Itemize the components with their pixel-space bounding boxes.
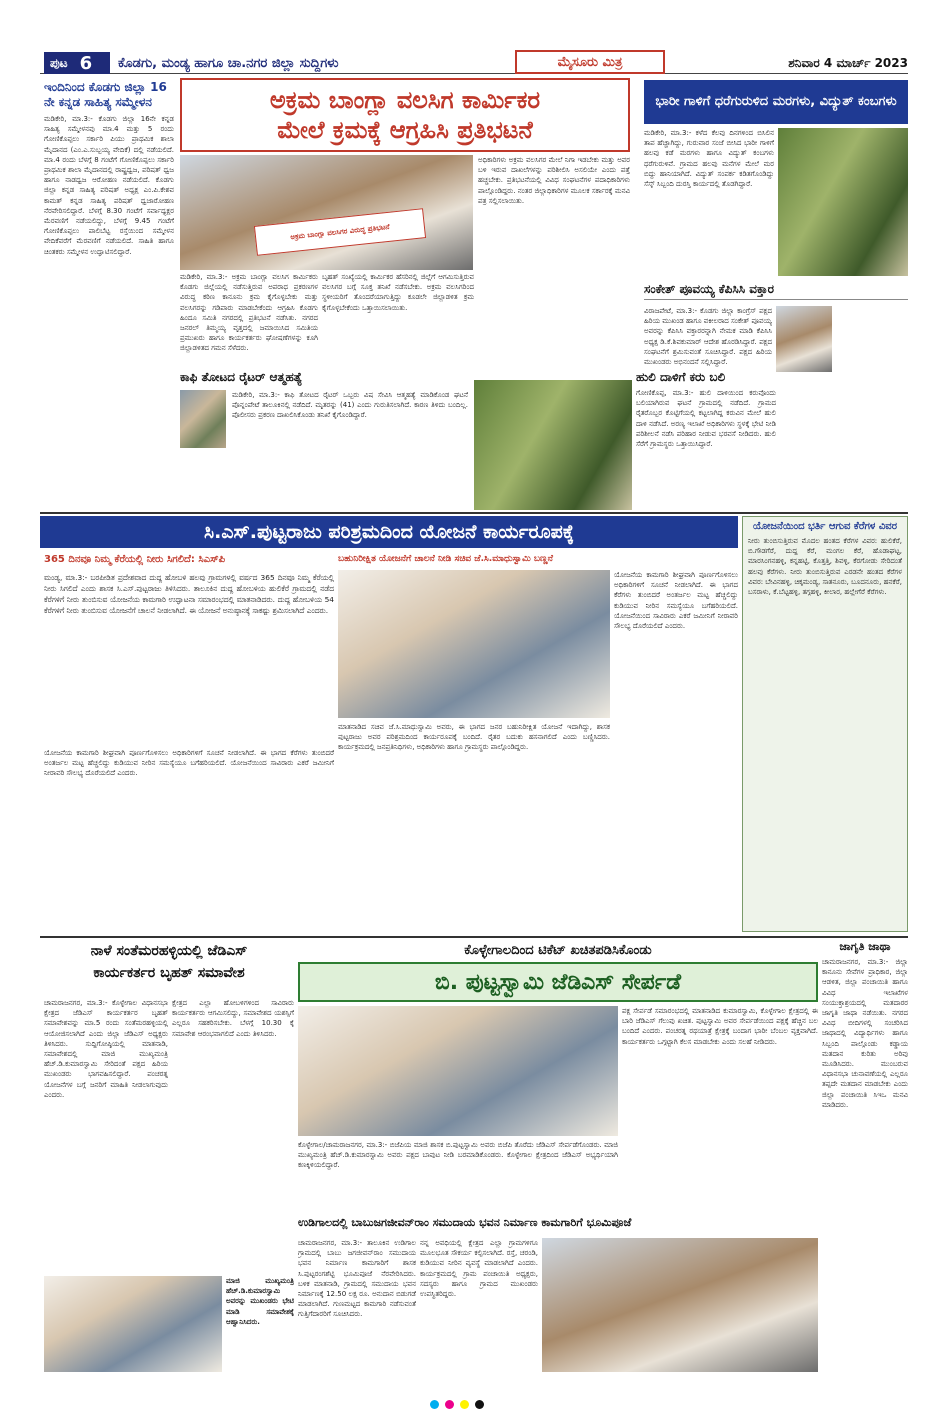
puttaswamy-headline-box	[298, 962, 818, 1002]
coffee-story	[180, 370, 470, 510]
protest-body-right: ಅಧಿಕಾರಿಗಳು ಅಕ್ರಮ ವಲಸಿಗರ ಮೇಲೆ ನಿಗಾ ಇಡಬೇಕು ಮತ್ತು ಅವರ ಬಳಿ ಇರುವ ದಾಖಲೆಗಳನ್ನು ಪರಿಶೀಲಿಸಿ ಅಸಲಿಯೇ ಎಂದು ಪತ್ತೆ ಹಚ್ಚಬೇಕು. ಪ್ರತಿಭಟನೆಯಲ್ಲಿ ವಿವಿಧ ಸಂಘಟನೆಗಳ ಪದಾಧಿಕಾರಿಗಳು ಪಾಲ್ಗೊಂಡಿದ್ದರು. ನಂತರ ಜಿಲ್ಲಾಧಿಕಾರಿಗಳ ಮೂಲಕ ಸರ್ಕಾರಕ್ಕೆ ಮನವಿ ಪತ್ರ ಸಲ್ಲಿಸಲಾಯಿತು.	[478, 156, 630, 205]
santhemara-body: ಚಾಮರಾಜನಗರ, ಮಾ.3:- ಕೊಳ್ಳೇಗಾಲ ವಿಧಾನಸಭಾ ಕ್ಷೇತ್ರದ ಜೆಡಿಎಸ್ ಕಾರ್ಯಕರ್ತರ ಬೃಹತ್ ಸಮಾವೇಶವನ್ನು ಮಾ.5 ರಂದು ಸಂತೆಮರಹಳ್ಳಿಯಲ್ಲಿ ಆಯೋಜಿಸಲಾಗಿದೆ ಎಂದು ಜಿಲ್ಲಾ ಜೆಡಿಎಸ್ ಅಧ್ಯಕ್ಷರು ತಿಳಿಸಿದರು. ಸುದ್ದಿಗೋಷ್ಠಿಯಲ್ಲಿ ಮಾತನಾಡಿ, ಸಮಾವೇಶದಲ್ಲಿ ಮಾಜಿ ಮುಖ್ಯಮಂತ್ರಿ ಹೆಚ್.ಡಿ.ಕುಮಾರಸ್ವಾಮಿ ಸೇರಿದಂತೆ ಪಕ್ಷದ ಹಿರಿಯ ಮುಖಂಡರು ಭಾಗವಹಿಸಲಿದ್ದಾರೆ. ಪಂಚರತ್ನ ಯೋಜನೆಗಳ ಬಗ್ಗೆ ಜನರಿಗೆ ಮಾಹಿತಿ ನೀಡಲಾಗುವುದು ಎಂದರು.	[44, 999, 168, 1099]
santhemara-headline-1: ನಾಳೆ ಸಂತೆಮರಹಳ್ಳಿಯಲ್ಲಿ ಜೆಡಿಎಸ್	[90, 943, 248, 959]
section-divider-2	[40, 936, 908, 938]
puttaswamy-photo	[298, 1006, 618, 1136]
santhemara-headline-box	[44, 940, 294, 994]
yellow-mark	[460, 1400, 469, 1409]
bhumipuja-photo	[542, 1238, 818, 1372]
puttaraju-sub-mid-box	[338, 550, 738, 568]
masthead: ಮೈಸೂರು ಮಿತ್ರ	[515, 50, 665, 74]
protest-body-mid: ಬೃಹತ್ ಸಂಖ್ಯೆಯಲ್ಲಿ ಕಾರ್ಮಿಕರ ಹೆಸರಿನಲ್ಲಿ ಜಿಲ್ಲೆಗೆ ಆಗಮಿಸುತ್ತಿರುವ ವಲಸಿಗರ ಬಗ್ಗೆ ಸೂಕ್ತ ತನಿಖೆ ನಡೆಸಬೇಕು. ಅಕ್ರಮ ವಲಸಿಗರಿಂದ ಸ್ಥಳೀಯರಿಗೆ ತೊಂದರೆಯಾಗುತ್ತಿದ್ದು ಕೂಡಲೇ ಜಿಲ್ಲಾಡಳಿತ ಕ್ರಮ ಕೈಗೊಳ್ಳಬೇಕೆಂದು ಒತ್ತಾಯಿಸಲಾಯಿತು.	[322, 273, 474, 312]
section-title: ಕೊಡಗು, ಮಂಡ್ಯ ಹಾಗೂ ಚಾ.ನಗರ ಜಿಲ್ಲಾ ಸುದ್ದಿಗಳು	[118, 55, 339, 71]
protest-banner	[254, 208, 426, 256]
protest-headline-box	[180, 78, 630, 152]
puttaraju-body-mid: ಮಾತನಾಡಿದ ಸಚಿವ ಜೆ.ಸಿ.ಮಾಧುಸ್ವಾಮಿ ಅವರು, ಈ ಭಾಗದ ಜನರ ಬಹುನಿರೀಕ್ಷಿತ ಯೋಜನೆ ಇದಾಗಿದ್ದು, ಶಾಸಕ ಪುಟ್ಟರಾಜು ಅವರ ಪರಿಶ್ರಮದಿಂದ ಕಾರ್ಯರೂಪಕ್ಕೆ ಬಂದಿದೆ. ರೈತರ ಬದುಕು ಹಸನಾಗಲಿದೆ ಎಂದು ಬಣ್ಣಿಸಿದರು. ಕಾರ್ಯಕ್ರಮದಲ್ಲಿ ಜನಪ್ರತಿನಿಧಿಗಳು, ಅಧಿಕಾರಿಗಳು ಹಾಗೂ ಗ್ರಾಮಸ್ಥರು ಪಾಲ್ಗೊಂಡಿದ್ದರು.	[338, 723, 610, 752]
black-mark	[475, 1400, 484, 1409]
section-divider	[40, 512, 908, 514]
puttaraju-sub-mid: ಬಹುನಿರೀಕ್ಷಿತ ಯೋಜನೆಗೆ ಚಾಲನೆ ನೀಡಿ ಸಚಿವ ಜೆ.ಸಿ.ಮಾಧುಸ್ವಾಮಿ ಬಣ್ಣನೆ	[338, 554, 554, 564]
puttaraju-sub-left: 365 ದಿನವೂ ನಿಮ್ಮ ಕೆರೆಯಲ್ಲಿ ನೀರು ಸಿಗಲಿದೆ: ಸಿಎಸ್‌ಪಿ	[44, 553, 226, 565]
coffee-headline: ಕಾಫಿ ತೋಟದ ರೈಟರ್ ಆತ್ಮಹತ್ಯೆ	[180, 370, 303, 384]
puttaswamy-body-right: ಪಕ್ಷ ಸೇರ್ಪಡೆ ಸಮಾರಂಭದಲ್ಲಿ ಮಾತನಾಡಿದ ಕುಮಾರಸ್ವಾಮಿ, ಕೊಳ್ಳೇಗಾಲ ಕ್ಷೇತ್ರದಲ್ಲಿ ಈ ಬಾರಿ ಜೆಡಿಎಸ್ ಗೆಲುವು ಖಚಿತ. ಪುಟ್ಟಸ್ವಾಮಿ ಅವರ ಸೇರ್ಪಡೆಯಿಂದ ಪಕ್ಷಕ್ಕೆ ಹೆಚ್ಚಿನ ಬಲ ಬಂದಿದೆ ಎಂದರು. ಪಂಚರತ್ನ ರಥಯಾತ್ರೆ ಕ್ಷೇತ್ರಕ್ಕೆ ಬಂದಾಗ ಭಾರೀ ಬೆಂಬಲ ವ್ಯಕ್ತವಾಗಿದೆ. ಕಾರ್ಯಕರ್ತರು ಒಗ್ಗಟ್ಟಾಗಿ ಕೆಲಸ ಮಾಡಬೇಕು ಎಂದು ಸಲಹೆ ನೀಡಿದರು.	[622, 1007, 818, 1046]
sanketh-photo	[776, 306, 832, 372]
jagruthi-headline: ಜಾಗೃತಿ ಜಾಥಾ	[839, 940, 891, 953]
trees-body: ಮಡಿಕೇರಿ, ಮಾ.3:- ಕಳೆದ ಕೆಲವು ದಿನಗಳಿಂದ ಬಿಸಿಲಿನ ತಾಪ ಹೆಚ್ಚಾಗಿದ್ದು, ಗುರುವಾರ ಸಂಜೆ ಬೀಸಿದ ಭಾರೀ ಗಾಳಿಗೆ ಹಲವು ಕಡೆ ಮರಗಳು ಹಾಗೂ ವಿದ್ಯುತ್ ಕಂಬಗಳು ಧರೆಗುರುಳಿವೆ. ಗ್ರಾಮದ ಹಲವು ಮನೆಗಳ ಮೇಲೆ ಮರ ಬಿದ್ದು ಹಾನಿಯಾಗಿದೆ. ವಿದ್ಯುತ್ ಸಂಪರ್ಕ ಕಡಿತಗೊಂಡಿದ್ದು ಸೆಸ್ಕ್ ಸಿಬ್ಬಂದಿ ದುರಸ್ತಿ ಕಾರ್ಯದಲ್ಲಿ ತೊಡಗಿದ್ದಾರೆ.	[644, 129, 774, 189]
bhumipuja-body: ಚಾಮರಾಜನಗರ, ಮಾ.3:- ತಾಲೂಕಿನ ಉಡಿಗಾಲ ಗ್ರಾಮದಲ್ಲಿ ಬಾಬು ಜಗಜೀವನ್‌ರಾಂ ಸಮುದಾಯ ಭವನ ನಿರ್ಮಾಣ ಕಾಮಗಾರಿಗೆ ಶಾಸಕ ಸಿ.ಪುಟ್ಟರಂಗಶೆಟ್ಟಿ ಭೂಮಿಪೂಜೆ ನೆರವೇರಿಸಿದರು. ಬಳಿಕ ಮಾತನಾಡಿ, ಗ್ರಾಮದಲ್ಲಿ ಸಮುದಾಯ ಭವನ ನಿರ್ಮಾಣಕ್ಕೆ 12.50 ಲಕ್ಷ ರೂ. ಅನುದಾನ ಬಿಡುಗಡೆ ಮಾಡಲಾಗಿದೆ. ಗುಣಮಟ್ಟದ ಕಾಮಗಾರಿ ನಡೆಸುವಂತೆ ಗುತ್ತಿಗೆದಾರರಿಗೆ ಸೂಚಿಸಿದರು.	[298, 1239, 416, 1319]
coffee-victim-photo	[180, 390, 226, 448]
bhumipuja-headline-box	[298, 1212, 818, 1234]
sahitya-headline: ಇಂದಿನಿಂದ ಕೊಡಗು ಜಿಲ್ಲಾ 16 ನೇ ಕನ್ನಡ ಸಾಹಿತ್ಯ ಸಮ್ಮೇಳನ	[44, 80, 167, 109]
santhemara-body-2: ಕ್ಷೇತ್ರದ ಎಲ್ಲಾ ಹೋಬಳಿಗಳಿಂದ ಸಾವಿರಾರು ಕಾರ್ಯಕರ್ತರು ಆಗಮಿಸಲಿದ್ದು, ಸಮಾವೇಶದ ಯಶಸ್ಸಿಗೆ ಎಲ್ಲರೂ ಸಹಕರಿಸಬೇಕು. ಬೆಳಗ್ಗೆ 10.30 ಕ್ಕೆ ಸಮಾವೇಶ ಆರಂಭವಾಗಲಿದೆ ಎಂದು ತಿಳಿಸಿದರು.	[172, 999, 294, 1038]
bhumipuja-headline: ಉಡಿಗಾಲದಲ್ಲಿ ಬಾಬುಜಗಜೀವನ್‌ರಾಂ ಸಮುದಾಯ ಭವನ ನಿರ್ಮಾಣ ಕಾಮಗಾರಿಗೆ ಭೂಮಿಪೂಜೆ	[298, 1216, 632, 1229]
puttaraju-photo	[338, 570, 610, 718]
cyan-mark	[430, 1400, 439, 1409]
puttaswamy-kicker: ಕೊಳ್ಳೇಗಾಲದಿಂದ ಟಿಕೆಟ್ ಖಚಿತಪಡಿಸಿಕೊಂಡು	[464, 942, 652, 958]
page-number-box	[44, 52, 110, 74]
trees-photo	[778, 128, 908, 276]
trees-headline-box	[644, 80, 908, 124]
puttaraju-headline-box	[40, 516, 738, 548]
jagruthi-body: ಚಾಮರಾಜನಗರ, ಮಾ.3:- ಜಿಲ್ಲಾ ಕಾನೂನು ಸೇವೆಗಳ ಪ್ರಾಧಿಕಾರ, ಜಿಲ್ಲಾ ಆಡಳಿತ, ಜಿಲ್ಲಾ ಪಂಚಾಯಿತಿ ಹಾಗೂ ವಿವಿಧ ಇಲಾಖೆಗಳ ಸಂಯುಕ್ತಾಶ್ರಯದಲ್ಲಿ ಮತದಾರರ ಜಾಗೃತಿ ಜಾಥಾ ನಡೆಯಿತು. ನಗರದ ವಿವಿಧ ಬೀದಿಗಳಲ್ಲಿ ಸಂಚರಿಸಿದ ಜಾಥಾದಲ್ಲಿ ವಿದ್ಯಾರ್ಥಿಗಳು ಹಾಗೂ ಸಿಬ್ಬಂದಿ ಪಾಲ್ಗೊಂಡು ಕಡ್ಡಾಯ ಮತದಾನ ಕುರಿತು ಅರಿವು ಮೂಡಿಸಿದರು. ಮುಂಬರುವ ವಿಧಾನಸಭಾ ಚುನಾವಣೆಯಲ್ಲಿ ಎಲ್ಲರೂ ತಪ್ಪದೇ ಮತದಾನ ಮಾಡಬೇಕು ಎಂದು ಜಿಲ್ಲಾ ಪಂಚಾಯಿತಿ ಸಿಇಒ ಮನವಿ ಮಾಡಿದರು.	[822, 958, 908, 1109]
santhemara-photo	[44, 1276, 222, 1372]
puttaraju-body-left-cont: ಯೋಜನೆಯ ಕಾಮಗಾರಿ ಶೀಘ್ರವಾಗಿ ಪೂರ್ಣಗೊಳಿಸಲು ಅಧಿಕಾರಿಗಳಿಗೆ ಸೂಚನೆ ನೀಡಲಾಗಿದೆ. ಈ ಭಾಗದ ಕೆರೆಗಳು ತುಂಬಿದರೆ ಅಂತರ್ಜಲ ಮಟ್ಟ ಹೆಚ್ಚಲಿದ್ದು ಕುಡಿಯುವ ನೀರಿನ ಸಮಸ್ಯೆಯೂ ಬಗೆಹರಿಯಲಿದೆ. ಯೋಜನೆಯಿಂದ ಸಾವಿರಾರು ಎಕರೆ ಜಮೀನಿಗೆ ನೀರಾವರಿ ಸೌಲಭ್ಯ ದೊರೆಯಲಿದೆ ಎಂದರು.	[44, 749, 334, 778]
protest-banner-text: ಅಕ್ರಮ ಬಾಂಗ್ಲಾ ವಲಸಿಗರ ವಿರುದ್ಧ ಪ್ರತಿಭಟನೆ	[289, 222, 390, 241]
issue-date: ಶನಿವಾರ 4 ಮಾರ್ಚ್ 2023	[788, 55, 908, 70]
page-number: 6	[79, 52, 93, 74]
lakes-box	[742, 516, 908, 932]
trees-headline: ಭಾರೀ ಗಾಳಿಗೆ ಧರೆಗುರುಳಿದ ಮರಗಳು, ವಿದ್ಯುತ್ ಕಂಬಗಳು	[655, 94, 897, 109]
page-label: ಪುಟ	[50, 55, 68, 70]
tiger-headline: ಹುಲಿ ದಾಳಿಗೆ ಕರು ಬಲಿ	[636, 370, 726, 384]
bhumipuja-body-2: ನನ್ನ ಅವಧಿಯಲ್ಲಿ ಕ್ಷೇತ್ರದ ಎಲ್ಲಾ ಗ್ರಾಮಗಳಿಗೂ ಮೂಲಭೂತ ಸೌಕರ್ಯ ಕಲ್ಪಿಸಲಾಗಿದೆ. ರಸ್ತೆ, ಚರಂಡಿ, ಕುಡಿಯುವ ನೀರಿನ ವ್ಯವಸ್ಥೆ ಮಾಡಲಾಗಿದೆ ಎಂದರು. ಕಾರ್ಯಕ್ರಮದಲ್ಲಿ ಗ್ರಾಮ ಪಂಚಾಯಿತಿ ಅಧ್ಯಕ್ಷರು, ಸದಸ್ಯರು ಹಾಗೂ ಗ್ರಾಮದ ಮುಖಂಡರು ಉಪಸ್ಥಿತರಿದ್ದರು.	[420, 1239, 538, 1299]
puttaraju-body-left: ಮಂಡ್ಯ, ಮಾ.3:- ಬರಪೀಡಿತ ಪ್ರದೇಶವಾದ ದುದ್ದ ಹೋಬಳಿ ಹಲವು ಗ್ರಾಮಗಳಲ್ಲಿ ವರ್ಷದ 365 ದಿನವೂ ನಿಮ್ಮ ಕೆರೆಯಲ್ಲಿ ನೀರು ಸಿಗಲಿದೆ ಎಂದು ಶಾಸಕ ಸಿ.ಎಸ್.ಪುಟ್ಟರಾಜು ತಿಳಿಸಿದರು. ತಾಲೂಕಿನ ದುದ್ದ ಹೋಬಳಿಯ ಹುಲಿಕೆರೆ ಗ್ರಾಮದಲ್ಲಿ ನಡೆದ ಕೆರೆಗಳಿಗೆ ನೀರು ತುಂಬಿಸುವ ಯೋಜನೆಯ ಕಾಮಗಾರಿ ಉದ್ಘಾಟನಾ ಸಮಾರಂಭದಲ್ಲಿ ಮಾತನಾಡಿದರು. ದುದ್ದ ಹೋಬಳಿಯ 54 ಕೆರೆಗಳಿಗೆ ನೀರು ತುಂಬಿಸುವ ಯೋಜನೆಗೆ ಚಾಲನೆ ನೀಡಲಾಗಿದೆ. ಈ ಯೋಜನೆ ಅನುಷ್ಠಾನಕ್ಕೆ ಸಾಕಷ್ಟು ಶ್ರಮಿಸಲಾಗಿದೆ ಎಂದರು.	[44, 573, 334, 615]
lakes-body: ನೀರು ತುಂಬಿಸುತ್ತಿರುವ ಮೊದಲ ಹಂತದ ಕೆರೆಗಳ ವಿವರ: ಹುಲಿಕೆರೆ, ಬಿ.ಗೌಡಗೆರೆ, ದುದ್ದ ಕೆರೆ, ಮಂಗಲ ಕೆರೆ, ಹೊಡಾಘಟ್ಟ, ಮಾರಸಿಂಗನಹಳ್ಳಿ, ಕನ್ನಹಟ್ಟಿ, ಕೊತ್ತತ್ತಿ, ಶಿವಳ್ಳಿ, ಕೆರಗೋಡು ಸೇರಿದಂತೆ ಹಲವು ಕೆರೆಗಳು. ನೀರು ತುಂಬಿಸುತ್ತಿರುವ ಎರಡನೇ ಹಂತದ ಕೆರೆಗಳ ವಿವರ: ಬೇವಿನಹಳ್ಳಿ, ಚಿಕ್ಕಮಂಡ್ಯ, ಸಾತನೂರು, ಬೂದನೂರು, ಹನಕೆರೆ, ಬಸರಾಳು, ಕೆ.ಬೆಟ್ಟಹಳ್ಳಿ, ತಗ್ಗಹಳ್ಳಿ, ಕೀಲಾರ, ಹಲ್ಲೇಗೆರೆ ಕೆರೆಗಳು.	[748, 537, 902, 597]
coffee-body: ಮಡಿಕೇರಿ, ಮಾ.3:- ಕಾಫಿ ತೋಟದ ರೈಟರ್ ಒಬ್ಬರು ವಿಷ ಸೇವಿಸಿ ಆತ್ಮಹತ್ಯೆ ಮಾಡಿಕೊಂಡ ಘಟನೆ ಪೊನ್ನಂಪೇಟೆ ತಾಲೂಕಿನಲ್ಲಿ ನಡೆದಿದೆ. ಮೃತರನ್ನು (41) ಎಂದು ಗುರುತಿಸಲಾಗಿದೆ. ಕಾರಣ ತಿಳಿದು ಬಂದಿಲ್ಲ. ಪೊಲೀಸರು ಪ್ರಕರಣ ದಾಖಲಿಸಿಕೊಂಡು ತನಿಖೆ ಕೈಗೊಂಡಿದ್ದಾರೆ.	[232, 391, 468, 420]
sanketh-body: ವಿರಾಜಪೇಟೆ, ಮಾ.3:- ಕೊಡಗು ಜಿಲ್ಲಾ ಕಾಂಗ್ರೆಸ್ ಪಕ್ಷದ ಹಿರಿಯ ಮುಖಂಡ ಹಾಗೂ ವಕೀಲರಾದ ಸಂಕೇತ್ ಪೂವಯ್ಯ ಅವರನ್ನು ಕೆಪಿಸಿಸಿ ವಕ್ತಾರರನ್ನಾಗಿ ನೇಮಕ ಮಾಡಿ ಕೆಪಿಸಿಸಿ ಅಧ್ಯಕ್ಷ ಡಿ.ಕೆ.ಶಿವಕುಮಾರ್ ಆದೇಶ ಹೊರಡಿಸಿದ್ದಾರೆ. ಪಕ್ಷದ ಸಂಘಟನೆಗೆ ಶ್ರಮಿಸುವಂತೆ ಸೂಚಿಸಿದ್ದಾರೆ. ಪಕ್ಷದ ಹಿರಿಯ ಮುಖಂಡರು ಅಭಿನಂದನೆ ಸಲ್ಲಿಸಿದ್ದಾರೆ.	[644, 307, 772, 367]
sahitya-body: ಮಡಿಕೇರಿ, ಮಾ.3:- ಕೊಡಗು ಜಿಲ್ಲಾ 16ನೇ ಕನ್ನಡ ಸಾಹಿತ್ಯ ಸಮ್ಮೇಳನವು ಮಾ.4 ಮತ್ತು 5 ರಂದು ಗೋಣಿಕೊಪ್ಪಲು ಸರ್ಕಾರಿ ಪಿಯು ಪ್ರಾಥಮಿಕ ಶಾಲಾ ಮೈದಾನದ (ಎಂ.ಎ.ಸುಬ್ಬಯ್ಯ ವೇದಿಕೆ) ದಲ್ಲಿ ನಡೆಯಲಿದೆ. ಮಾ.4 ರಂದು ಬೆಳಗ್ಗೆ 8 ಗಂಟೆಗೆ ಗೋಣಿಕೊಪ್ಪಲು ಸರ್ಕಾರಿ ಪ್ರಾಥಮಿಕ ಶಾಲಾ ಮೈದಾನದಲ್ಲಿ ರಾಷ್ಟ್ರಧ್ವಜ, ಪರಿಷತ್ ಧ್ವಜ ಹಾಗೂ ನಾಡಧ್ವಜ ಆರೋಹಣ ನಡೆಯಲಿದೆ. ಕೊಡಗು ಜಿಲ್ಲಾ ಕನ್ನಡ ಸಾಹಿತ್ಯ ಪರಿಷತ್ ಅಧ್ಯಕ್ಷ ಎಂ.ಪಿ.ಕೇಶವ ಕಾಮತ್ ಕನ್ನಡ ಸಾಹಿತ್ಯ ಪರಿಷತ್ ಧ್ವಜಾರೋಹಣ ನೆರವೇರಿಸಲಿದ್ದಾರೆ. ಬೆಳಗ್ಗೆ 8.30 ಗಂಟೆಗೆ ಸರ್ವಾಧ್ಯಕ್ಷರ ಮೆರವಣಿಗೆ ನಡೆಯಲಿದ್ದು, ಬೆಳಗ್ಗೆ 9.45 ಗಂಟೆಗೆ ಗೋಣಿಕೊಪ್ಪಲು ಪಾಲಿಬೆಟ್ಟ ರಸ್ತೆಯಿಂದ ಸಮ್ಮೇಳನ ವೇದಿಕೆವರೆಗೆ ಮೆರವಣಿಗೆ ನಡೆಯಲಿದೆ. ಸಾಹಿತಿ ಹಾಗೂ ಚಿಂತಕರು ಸಮ್ಮೇಳನ ಉದ್ಘಾಟಿಸಲಿದ್ದಾರೆ.	[44, 115, 174, 256]
puttaraju-sub-left-box	[44, 550, 334, 568]
color-registration-marks	[430, 1400, 520, 1410]
tiger-photo	[474, 380, 632, 510]
puttaswamy-body: ಕೊಳ್ಳೇಗಾಲ/ಚಾಮರಾಜನಗರ, ಮಾ.3:- ಬಿಜೆಪಿಯ ಮಾಜಿ ಶಾಸಕ ಬಿ.ಪುಟ್ಟಸ್ವಾಮಿ ಅವರು ಬಿಜೆಪಿ ತೊರೆದು ಜೆಡಿಎಸ್ ಸೇರ್ಪಡೆಗೊಂಡರು. ಮಾಜಿ ಮುಖ್ಯಮಂತ್ರಿ ಹೆಚ್.ಡಿ.ಕುಮಾರಸ್ವಾಮಿ ಅವರು ಪಕ್ಷದ ಬಾವುಟ ನೀಡಿ ಬರಮಾಡಿಕೊಂಡರು. ಕೊಳ್ಳೇಗಾಲ ಕ್ಷೇತ್ರದಿಂದ ಜೆಡಿಎಸ್ ಅಭ್ಯರ್ಥಿಯಾಗಿ ಕಣಕ್ಕಿಳಿಯಲಿದ್ದಾರೆ.	[298, 1141, 618, 1170]
protest-headline-1: ಅಕ್ರಮ ಬಾಂಗ್ಲಾ ವಲಸಿಗ ಕಾರ್ಮಿಕರ	[269, 86, 541, 114]
sanketh-headline: ಸಂಕೇತ್ ಪೂವಯ್ಯ ಕೆಪಿಸಿಸಿ ವಕ್ತಾರ	[644, 282, 908, 300]
santhemara-caption: ಮಾಜಿ ಮುಖ್ಯಮಂತ್ರಿ ಹೆಚ್.ಡಿ.ಕುಮಾರಸ್ವಾಮಿ ಅವರನ್ನು ಮುಖಂಡರು ಭೇಟಿ ಮಾಡಿ ಸಮಾವೇಶಕ್ಕೆ ಆಹ್ವಾನಿಸಿದರು.	[226, 1277, 294, 1326]
puttaraju-headline: ಸಿ.ಎಸ್.ಪುಟ್ಟರಾಜು ಪರಿಶ್ರಮದಿಂದ ಯೋಜನೆ ಕಾರ್ಯರೂಪಕ್ಕೆ	[204, 521, 574, 543]
protest-photo	[180, 155, 473, 270]
puttaraju-body-right: ಯೋಜನೆಯ ಕಾಮಗಾರಿ ಶೀಘ್ರವಾಗಿ ಪೂರ್ಣಗೊಳಿಸಲು ಅಧಿಕಾರಿಗಳಿಗೆ ಸೂಚನೆ ನೀಡಲಾಗಿದೆ. ಈ ಭಾಗದ ಕೆರೆಗಳು ತುಂಬಿದರೆ ಅಂತರ್ಜಲ ಮಟ್ಟ ಹೆಚ್ಚಲಿದ್ದು ಕುಡಿಯುವ ನೀರಿನ ಸಮಸ್ಯೆಯೂ ಬಗೆಹರಿಯಲಿದೆ. ಯೋಜನೆಯಿಂದ ಸಾವಿರಾರು ಎಕರೆ ಜಮೀನಿಗೆ ನೀರಾವರಿ ಸೌಲಭ್ಯ ದೊರೆಯಲಿದೆ ಎಂದರು.	[614, 571, 738, 631]
puttaswamy-kicker-box	[298, 940, 818, 960]
magenta-mark	[445, 1400, 454, 1409]
jagruthi-story	[822, 940, 908, 1370]
lakes-headline: ಯೋಜನೆಯಿಂದ ಭರ್ತಿ ಆಗುವ ಕೆರೆಗಳ ವಿವರ	[752, 521, 898, 532]
sahitya-story	[44, 80, 174, 510]
tiger-body: ಗೋಣಿಕೊಪ್ಪ, ಮಾ.3:- ಹುಲಿ ದಾಳಿಯಿಂದ ಕರುವೊಂದು ಬಲಿಯಾಗಿರುವ ಘಟನೆ ಗ್ರಾಮದಲ್ಲಿ ನಡೆದಿದೆ. ಗ್ರಾಮದ ರೈತರೊಬ್ಬರ ಕೊಟ್ಟಿಗೆಯಲ್ಲಿ ಕಟ್ಟಲಾಗಿದ್ದ ಕರುವಿನ ಮೇಲೆ ಹುಲಿ ದಾಳಿ ನಡೆಸಿದೆ. ಅರಣ್ಯ ಇಲಾಖೆ ಅಧಿಕಾರಿಗಳು ಸ್ಥಳಕ್ಕೆ ಭೇಟಿ ನೀಡಿ ಪರಿಶೀಲನೆ ನಡೆಸಿ ಪರಿಹಾರ ನೀಡುವ ಭರವಸೆ ನೀಡಿದರು. ಹುಲಿ ಸೆರೆಗೆ ಗ್ರಾಮಸ್ಥರು ಒತ್ತಾಯಿಸಿದ್ದಾರೆ.	[636, 389, 776, 449]
santhemara-headline-2: ಕಾರ್ಯಕರ್ತರ ಬೃಹತ್ ಸಮಾವೇಶ	[93, 965, 245, 981]
protest-body-left: ಮಡಿಕೇರಿ, ಮಾ.3:- ಅಕ್ರಮ ಬಾಂಗ್ಲಾ ವಲಸಿಗ ಕಾರ್ಮಿಕರು ಕೊಡಗು ಜಿಲ್ಲೆಯಲ್ಲಿ ನಡೆಸುತ್ತಿರುವ ಅಪರಾಧ ಪ್ರಕರಣಗಳ ವಿರುದ್ಧ ಕಠಿಣ ಕಾನೂನು ಕ್ರಮ ಕೈಗೊಳ್ಳಬೇಕು ಮತ್ತು ವಲಸಿಗರನ್ನು ಗಡಿಪಾರು ಮಾಡಬೇಕೆಂದು ಆಗ್ರಹಿಸಿ ಕೊಡಗು ಹಿಂದೂ ಸಮಿತಿ ನಗರದಲ್ಲಿ ಪ್ರತಿಭಟನೆ ನಡೆಸಿತು. ನಗರದ ಜನರಲ್ ತಿಮ್ಮಯ್ಯ ವೃತ್ತದಲ್ಲಿ ಜಮಾಯಿಸಿದ ಸಮಿತಿಯ ಪ್ರಮುಖರು ಹಾಗೂ ಕಾರ್ಯಕರ್ತರು ಘೋಷಣೆಗಳನ್ನು ಕೂಗಿ ಜಿಲ್ಲಾಡಳಿತದ ಗಮನ ಸೆಳೆದರು.	[180, 273, 318, 353]
protest-headline-2: ಮೇಲೆ ಕ್ರಮಕ್ಕೆ ಆಗ್ರಹಿಸಿ ಪ್ರತಿಭಟನೆ	[277, 116, 533, 144]
sanketh-story	[644, 282, 908, 510]
puttaswamy-headline: ಬಿ. ಪುಟ್ಟಸ್ವಾಮಿ ಜೆಡಿಎಸ್ ಸೇರ್ಪಡೆ	[434, 969, 682, 995]
